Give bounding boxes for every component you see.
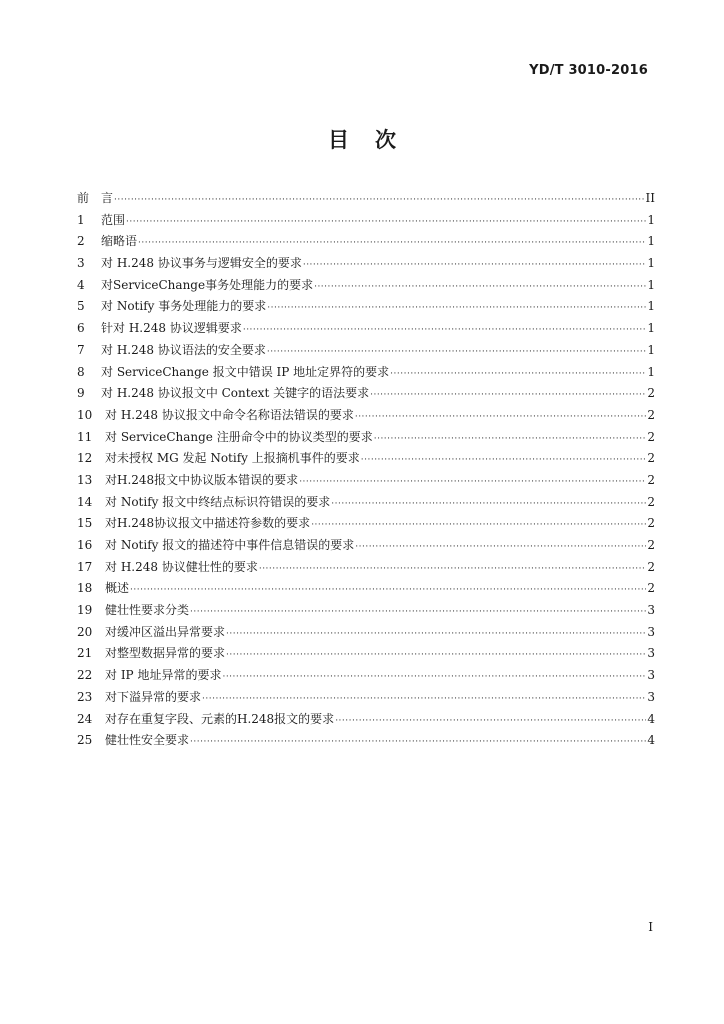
- toc-entry-number: 22: [77, 668, 93, 683]
- page-title: 目次: [328, 127, 422, 152]
- page-number: I: [648, 920, 653, 934]
- toc-entry[interactable]: [77, 362, 655, 384]
- toc-entry-number: 10: [77, 407, 93, 422]
- toc-entry-page: 3: [647, 646, 655, 661]
- toc-entry-page: 2: [647, 494, 655, 509]
- toc-entry[interactable]: [77, 578, 655, 600]
- toc-entry-title: 对 ServiceChange 报文中错误 IP 地址定界符的要求: [101, 364, 390, 379]
- toc-entry[interactable]: [77, 231, 655, 253]
- toc-leader-dots: [226, 624, 646, 644]
- toc-entry-number: 19: [77, 603, 93, 618]
- toc-leader-dots: [202, 689, 646, 709]
- toc-entry[interactable]: [77, 709, 655, 731]
- toc-entry-page: 4: [647, 733, 655, 748]
- toc-entry-number: 18: [77, 581, 93, 596]
- toc-entry-page: 2: [647, 472, 655, 487]
- toc-leader-dots: [355, 407, 646, 427]
- toc-entry[interactable]: [77, 427, 655, 449]
- toc-entry-title: 对 H.248 协议报文中 Context 关键字的语法要求: [101, 386, 370, 401]
- toc-entry-number: 25: [77, 733, 93, 748]
- toc-leader-dots: [314, 277, 646, 297]
- toc-leader-dots: [355, 537, 646, 557]
- toc-entry-title: 对H.248报文中协议版本错误的要求: [105, 472, 299, 487]
- toc-entry-number: 24: [77, 711, 93, 726]
- toc-entry[interactable]: [77, 470, 655, 492]
- toc-leader-dots: [190, 602, 646, 622]
- toc-leader-dots: [243, 320, 646, 340]
- toc-entry-number: 9: [77, 386, 85, 401]
- toc-entry-number: 7: [77, 342, 85, 357]
- toc-entry-number: 1: [77, 212, 85, 227]
- toc-entry[interactable]: [77, 535, 655, 557]
- toc-entry-page: 2: [647, 581, 655, 596]
- toc-entry-page: 1: [647, 212, 655, 227]
- toc-entry-number: 5: [77, 299, 85, 314]
- toc-entry[interactable]: [77, 448, 655, 470]
- toc-entry-title: 对 ServiceChange 注册命令中的协议类型的要求: [105, 429, 373, 444]
- toc-entry-page: 2: [647, 559, 655, 574]
- toc-entry-title: 言: [101, 191, 114, 205]
- toc-entry-number: 8: [77, 364, 85, 379]
- standard-code: YD/T 3010-2016: [529, 63, 648, 78]
- toc-entry-page: 1: [647, 256, 655, 271]
- toc-entry-number: 3: [77, 256, 85, 271]
- toc-entry-title: 对H.248协议报文中描述符参数的要求: [105, 516, 311, 531]
- toc-entry[interactable]: [77, 622, 655, 644]
- toc-leader-dots: [370, 385, 646, 405]
- toc-leader-dots: [222, 667, 646, 687]
- toc-entry[interactable]: [77, 730, 655, 752]
- toc-entry[interactable]: [77, 687, 655, 709]
- toc-entry-number: 14: [77, 494, 93, 509]
- toc-entry[interactable]: [77, 600, 655, 622]
- toc-entry-number: 23: [77, 689, 93, 704]
- toc-entry[interactable]: [77, 557, 655, 579]
- toc-entry-number: 17: [77, 559, 93, 574]
- toc-entry-page: 2: [647, 407, 655, 422]
- toc-entry-title: 概述: [105, 581, 130, 596]
- toc-leader-dots: [303, 255, 646, 275]
- toc-entry-number: 13: [77, 472, 93, 487]
- toc-entry-title: 对缓冲区溢出异常要求: [105, 624, 226, 639]
- toc-entry-page: 2: [647, 451, 655, 466]
- toc-entry[interactable]: [77, 665, 655, 687]
- toc-entry-title: 对 Notify 报文的描述符中事件信息错误的要求: [105, 538, 355, 552]
- toc-entry-title: 对 H.248 协议报文中命令名称语法错误的要求: [105, 407, 354, 422]
- toc-entry-title: 对 H.248 协议语法的安全要求: [101, 342, 266, 357]
- toc-entry[interactable]: [77, 492, 655, 514]
- toc-entry-page: 3: [647, 624, 655, 639]
- toc-entry-number: 4: [77, 277, 85, 292]
- toc-entry[interactable]: [77, 513, 655, 535]
- toc-entry-page: 1: [647, 299, 655, 314]
- toc-entry-page: 1: [647, 321, 655, 336]
- toc-entry-title: 健壮性安全要求: [105, 733, 190, 748]
- toc-entry[interactable]: [77, 643, 655, 665]
- toc-entry[interactable]: [77, 318, 655, 340]
- toc-leader-dots: [335, 711, 646, 731]
- toc-leader-dots: [259, 559, 646, 579]
- toc-entry-page: 1: [647, 234, 655, 249]
- toc-entry-title: 针对 H.248 协议逻辑要求: [101, 321, 242, 336]
- toc-entry-number: 20: [77, 624, 93, 639]
- toc-entry-page: 1: [647, 364, 655, 379]
- toc-entry-page: 2: [647, 516, 655, 531]
- toc-entry-title: 对整型数据异常的要求: [105, 646, 226, 661]
- toc-entry-number: 6: [77, 321, 85, 336]
- toc-entry-number: 12: [77, 451, 93, 466]
- toc-entry-title: 对 H.248 协议事务与逻辑安全的要求: [101, 256, 302, 271]
- toc-entry-title: 健壮性要求分类: [105, 603, 190, 618]
- toc-entry[interactable]: [77, 383, 655, 405]
- toc-entry-number: 21: [77, 646, 93, 661]
- toc-entry[interactable]: [77, 296, 655, 318]
- toc-entry-title: 缩略语: [101, 234, 138, 249]
- toc-entry-title: 对存在重复字段、元素的H.248报文的要求: [105, 711, 335, 726]
- toc-leader-dots: [190, 732, 646, 752]
- toc-leader-dots: [331, 494, 646, 514]
- toc-entry-title: 对 Notify 事务处理能力的要求: [101, 299, 267, 314]
- toc-leader-dots: [138, 233, 646, 253]
- toc-entry-page: 3: [647, 668, 655, 683]
- toc-entry-page: II: [645, 191, 655, 205]
- toc-entry-title: 范围: [101, 212, 126, 227]
- toc-entry-number: 前: [77, 191, 90, 205]
- toc-entry-title: 对未授权 MG 发起 Notify 上报摘机事件的要求: [105, 451, 360, 466]
- toc-entry-page: 3: [647, 689, 655, 704]
- toc-leader-dots: [114, 190, 645, 210]
- toc-entry-page: 2: [647, 429, 655, 444]
- toc-entry-page: 2: [647, 538, 655, 552]
- toc-entry[interactable]: [77, 253, 655, 275]
- toc-leader-dots: [299, 472, 646, 492]
- toc-entry[interactable]: [77, 405, 655, 427]
- toc-entry-page: 2: [647, 386, 655, 401]
- toc-leader-dots: [311, 515, 646, 535]
- toc-entry-page: 4: [647, 711, 655, 726]
- toc-leader-dots: [374, 429, 646, 449]
- table-of-contents: [77, 188, 655, 752]
- toc-entry-number: 11: [77, 429, 93, 444]
- toc-entry[interactable]: [77, 188, 655, 210]
- toc-entry-page: 1: [647, 342, 655, 357]
- toc-entry[interactable]: [77, 340, 655, 362]
- toc-leader-dots: [390, 364, 646, 384]
- toc-entry-number: 2: [77, 234, 85, 249]
- toc-leader-dots: [267, 342, 646, 362]
- toc-leader-dots: [126, 212, 646, 232]
- toc-leader-dots: [226, 645, 646, 665]
- toc-entry[interactable]: [77, 275, 655, 297]
- toc-leader-dots: [130, 580, 646, 600]
- toc-entry-title: 对下溢异常的要求: [105, 689, 202, 704]
- toc-entry-title: 对 H.248 协议健壮性的要求: [105, 559, 258, 574]
- toc-entry-title: 对 IP 地址异常的要求: [105, 668, 222, 683]
- toc-leader-dots: [361, 450, 646, 470]
- toc-entry[interactable]: [77, 210, 655, 232]
- toc-entry-title: 对ServiceChange事务处理能力的要求: [101, 277, 314, 292]
- toc-entry-number: 15: [77, 516, 93, 531]
- toc-entry-number: 16: [77, 538, 93, 552]
- toc-entry-page: 3: [647, 603, 655, 618]
- toc-entry-page: 1: [647, 277, 655, 292]
- toc-entry-title: 对 Notify 报文中终结点标识符错误的要求: [105, 494, 331, 509]
- toc-leader-dots: [267, 298, 646, 318]
